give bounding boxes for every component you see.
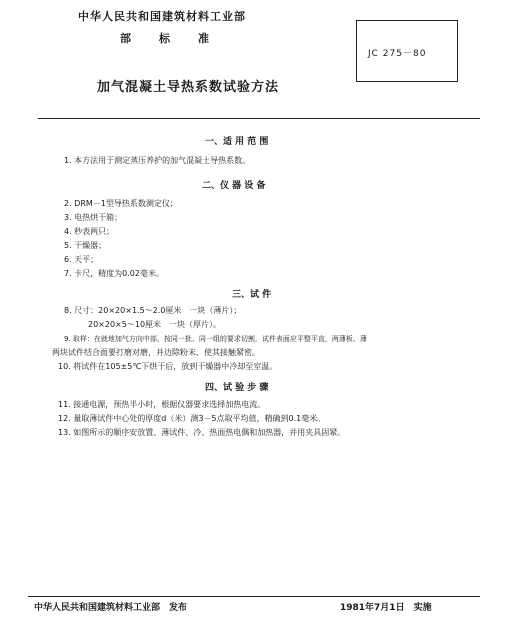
clause-line: 3. 电热烘干箱； xyxy=(64,213,123,222)
clause-line: 8. 尺寸：20×20×1.5～2.0厘米 一块（薄片）； xyxy=(64,306,242,315)
section-heading: 二、仪 器 设 备 xyxy=(202,181,266,191)
clause-line: 6. 天平； xyxy=(64,255,99,264)
clause-line: 20×20×5～10厘米 一块（厚片）。 xyxy=(80,320,222,329)
standard-code: JC 275－80 xyxy=(368,49,427,59)
section-heading: 四、试 验 步 骤 xyxy=(205,383,269,393)
standard-type: 部标准 xyxy=(120,32,237,45)
clause-line: 2. DRM－1型导热系数测定仪； xyxy=(64,199,178,208)
section-heading: 三、试 件 xyxy=(232,290,272,300)
clause-line: 1. 本方法用于测定蒸压养护的加气混凝土导热系数。 xyxy=(64,156,251,165)
document-title: 加气混凝土导热系数试验方法 xyxy=(97,80,280,95)
clause-line: 4. 秒表两只； xyxy=(64,227,115,236)
header-rule xyxy=(38,118,480,119)
ministry-name: 中华人民共和国建筑材料工业部 xyxy=(78,10,246,23)
footer-publisher: 中华人民共和国建筑材料工业部 发布 xyxy=(34,603,188,613)
clause-line: 11. 接通电源，预热半小时，根据仪器要求选择加热电流。 xyxy=(58,400,266,409)
footer-rule xyxy=(28,596,480,597)
clause-line: 9. 取样：在就地加气方向中部，按同一批、同一组的要求切割，试件表面应平整平直，两薄板、薄 xyxy=(64,335,367,343)
section-heading: 一、适 用 范 围 xyxy=(205,137,269,147)
clause-line: 5. 干燥器； xyxy=(64,241,107,250)
clause-line: 两块试件结合面要打磨对磨，并边除粉末、使其接触紧密。 xyxy=(52,348,260,357)
footer-effective-date: 1981年7月1日 实施 xyxy=(340,603,432,613)
clause-line: 13. 如图所示的顺序安放置、薄试件、冷、热面热电偶和加热器，并用夹具固紧。 xyxy=(58,428,346,437)
clause-line: 7. 卡尺，精度为0.02毫米。 xyxy=(64,269,164,278)
clause-line: 10. 将试件在105±5℃下烘干后，放到干燥器中冷却至室温。 xyxy=(58,362,278,371)
clause-line: 12. 量取薄试件中心处的厚度d（米）测3－5点取平均值，精确到0.1毫米。 xyxy=(58,414,326,423)
